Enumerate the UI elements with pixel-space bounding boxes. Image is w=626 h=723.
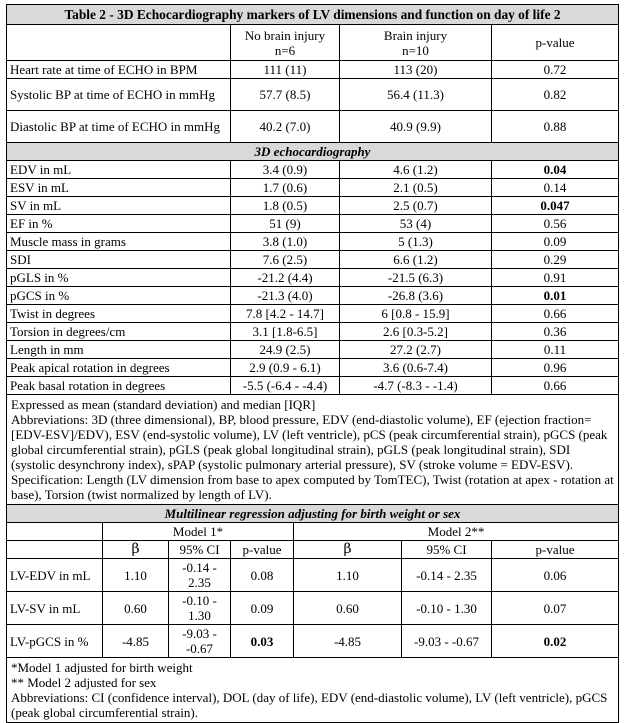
no-injury-value: 3.4 (0.9)	[231, 161, 340, 179]
section-regression-title: Multilinear regression adjusting for birth weight or sex	[7, 505, 619, 523]
no-injury-value: 1.7 (0.6)	[231, 179, 340, 197]
injury-value: 2.5 (0.7)	[340, 197, 492, 215]
echo-row	[7, 323, 619, 341]
ci2-value: -0.10 - 1.30	[402, 592, 492, 625]
model2-header: Model 2**	[294, 523, 619, 541]
group-injury-header	[340, 25, 492, 61]
injury-value: 2.1 (0.5)	[340, 179, 492, 197]
p-value: 0.36	[492, 323, 619, 341]
no-injury-value: -21.3 (4.0)	[231, 287, 340, 305]
beta1-value: 1.10	[103, 559, 169, 592]
injury-value: 5 (1.3)	[340, 233, 492, 251]
notes-cell	[7, 395, 619, 505]
beta1-value: -4.85	[103, 625, 169, 658]
p-value: 0.09	[492, 233, 619, 251]
section-echo-title: 3D echocardiography	[7, 143, 619, 161]
echo-row	[7, 215, 619, 233]
p-value: 0.11	[492, 341, 619, 359]
beta2-header: β	[294, 541, 402, 559]
group-no-injury-header	[231, 25, 340, 61]
group-injury-n: n=10	[402, 42, 429, 58]
p1-value: 0.03	[231, 625, 294, 658]
p2-value: 0.06	[492, 559, 619, 592]
echo-row	[7, 287, 619, 305]
table-container	[6, 4, 618, 723]
echo-row	[7, 341, 619, 359]
regression-row	[7, 592, 619, 625]
row-label: SV in mL	[7, 197, 231, 215]
injury-value: 53 (4)	[340, 215, 492, 233]
p-value: 0.66	[492, 305, 619, 323]
no-injury-value: 7.6 (2.5)	[231, 251, 340, 269]
ci2-header: 95% CI	[402, 541, 492, 559]
row-label: Peak basal rotation in degrees	[7, 377, 231, 395]
p-value: 0.72	[492, 61, 619, 79]
no-injury-value: -5.5 (-6.4 - -4.4)	[231, 377, 340, 395]
ci2-value: -0.14 - 2.35	[402, 559, 492, 592]
row-label: pGCS in %	[7, 287, 231, 305]
no-injury-value: 40.2 (7.0)	[231, 111, 340, 143]
injury-value: 27.2 (2.7)	[340, 341, 492, 359]
no-injury-value: 24.9 (2.5)	[231, 341, 340, 359]
model-header-empty	[7, 523, 103, 541]
model2-note: ** Model 2 adjusted for sex	[11, 675, 157, 690]
p1-value: 0.08	[231, 559, 294, 592]
row-label: EF in %	[7, 215, 231, 233]
group-header-row	[7, 25, 619, 61]
row-label: Muscle mass in grams	[7, 233, 231, 251]
notes2-row	[7, 658, 619, 723]
echo-row	[7, 269, 619, 287]
ci2-value: -9.03 - -0.67	[402, 625, 492, 658]
p1-header: p-value	[231, 541, 294, 559]
row-label: ESV in mL	[7, 179, 231, 197]
vitals-row	[7, 61, 619, 79]
model1-note: *Model 1 adjusted for birth weight	[11, 660, 193, 675]
row-label: Systolic BP at time of ECHO in mmHg	[7, 79, 231, 111]
no-injury-value: 2.9 (0.9 - 6.1)	[231, 359, 340, 377]
p2-header: p-value	[492, 541, 619, 559]
title-row	[7, 5, 619, 25]
echo-row	[7, 179, 619, 197]
beta2-value: 1.10	[294, 559, 402, 592]
p1-value: 0.09	[231, 592, 294, 625]
p-value: 0.88	[492, 111, 619, 143]
p-value: 0.91	[492, 269, 619, 287]
no-injury-value: 3.8 (1.0)	[231, 233, 340, 251]
row-label: Twist in degrees	[7, 305, 231, 323]
ci1-value: -9.03 - -0.67	[169, 625, 231, 658]
abbreviations-note: Abbreviations: 3D (three dimensional), BP, blood pressure, EDV (end-diastolic volume), EF (ejection fraction= [EDV-ESV]/EDV), ESV (end-systolic volume), LV (left ventricle), pCS (peak circumferential strain), pGCS (peak global circumferential strain), pGLS (peak global longitudinal strain), pGLS (peak longitudinal strain), SDI (systolic desynchrony index), sPAP (systolic pulmonary arterial pressure), SV (stroke volume = EDV-ESV). Specification: Length (LV dimension from base to apex computed by TomTEC), Twist (rotation at apex - rotation at base), Torsion (twist normalized by length of LV).	[11, 412, 614, 502]
injury-value: 6 [0.8 - 15.9]	[340, 305, 492, 323]
no-injury-value: 111 (11)	[231, 61, 340, 79]
notes-row	[7, 395, 619, 505]
p-value: 0.01	[492, 287, 619, 305]
group-injury-label: Brain injury	[383, 27, 448, 43]
row-label: SDI	[7, 251, 231, 269]
section-regression-row	[7, 505, 619, 523]
ci1-header: 95% CI	[169, 541, 231, 559]
group-no-injury-label: No brain injury	[244, 27, 326, 43]
coef-header-row	[7, 541, 619, 559]
p2-value: 0.07	[492, 592, 619, 625]
injury-value: -26.8 (3.6)	[340, 287, 492, 305]
row-label: LV-EDV in mL	[7, 559, 103, 592]
row-label: Peak apical rotation in degrees	[7, 359, 231, 377]
echo-row	[7, 359, 619, 377]
p-value: 0.96	[492, 359, 619, 377]
no-injury-value: 7.8 [4.2 - 14.7]	[231, 305, 340, 323]
row-label: Diastolic BP at time of ECHO in mmHg	[7, 111, 231, 143]
injury-value: -4.7 (-8.3 - -1.4)	[340, 377, 492, 395]
regression-row	[7, 625, 619, 658]
row-label: EDV in mL	[7, 161, 231, 179]
p-value: 0.14	[492, 179, 619, 197]
echo-row	[7, 377, 619, 395]
p-value: 0.66	[492, 377, 619, 395]
no-injury-value: 3.1 [1.8-6.5]	[231, 323, 340, 341]
echo-row	[7, 251, 619, 269]
beta2-value: 0.60	[294, 592, 402, 625]
vitals-row	[7, 79, 619, 111]
data-table	[6, 4, 619, 723]
echo-row	[7, 197, 619, 215]
coef-header-empty	[7, 541, 103, 559]
injury-value: 56.4 (11.3)	[340, 79, 492, 111]
no-injury-value: 51 (9)	[231, 215, 340, 233]
echo-row	[7, 161, 619, 179]
no-injury-value: 57.7 (8.5)	[231, 79, 340, 111]
injury-value: -21.5 (6.3)	[340, 269, 492, 287]
row-label: LV-pGCS in %	[7, 625, 103, 658]
expressed-note: Expressed as mean (standard deviation) and median [IQR]	[11, 397, 316, 412]
beta1-value: 0.60	[103, 592, 169, 625]
echo-row	[7, 305, 619, 323]
injury-value: 6.6 (1.2)	[340, 251, 492, 269]
p-value: 0.047	[492, 197, 619, 215]
row-label: LV-SV in mL	[7, 592, 103, 625]
section-echo-row	[7, 143, 619, 161]
injury-value: 2.6 [0.3-5.2]	[340, 323, 492, 341]
header-empty-cell	[7, 25, 231, 61]
model1-header: Model 1*	[103, 523, 294, 541]
regression-row	[7, 559, 619, 592]
table-title: Table 2 - 3D Echocardiography markers of LV dimensions and function on day of life 2	[7, 5, 619, 25]
row-label: pGLS in %	[7, 269, 231, 287]
pvalue-header: p-value	[492, 25, 619, 61]
p-value: 0.04	[492, 161, 619, 179]
injury-value: 113 (20)	[340, 61, 492, 79]
beta1-header: β	[103, 541, 169, 559]
echo-row	[7, 233, 619, 251]
row-label: Torsion in degrees/cm	[7, 323, 231, 341]
p-value: 0.82	[492, 79, 619, 111]
p-value: 0.29	[492, 251, 619, 269]
injury-value: 40.9 (9.9)	[340, 111, 492, 143]
abbreviations2-note: Abbreviations: CI (confidence interval), DOL (day of life), EDV (end-diastolic volume), LV (left ventricle), pGCS (peak global circumferential strain).	[11, 690, 608, 720]
no-injury-value: 1.8 (0.5)	[231, 197, 340, 215]
beta2-value: -4.85	[294, 625, 402, 658]
injury-value: 4.6 (1.2)	[340, 161, 492, 179]
p-value: 0.56	[492, 215, 619, 233]
ci1-value: -0.14 - 2.35	[169, 559, 231, 592]
row-label: Heart rate at time of ECHO in BPM	[7, 61, 231, 79]
model-header-row	[7, 523, 619, 541]
vitals-row	[7, 111, 619, 143]
no-injury-value: -21.2 (4.4)	[231, 269, 340, 287]
injury-value: 3.6 (0.6-7.4)	[340, 359, 492, 377]
row-label: Length in mm	[7, 341, 231, 359]
notes2-cell	[7, 658, 619, 723]
ci1-value: -0.10 - 1.30	[169, 592, 231, 625]
group-no-injury-n: n=6	[274, 42, 296, 58]
p2-value: 0.02	[492, 625, 619, 658]
